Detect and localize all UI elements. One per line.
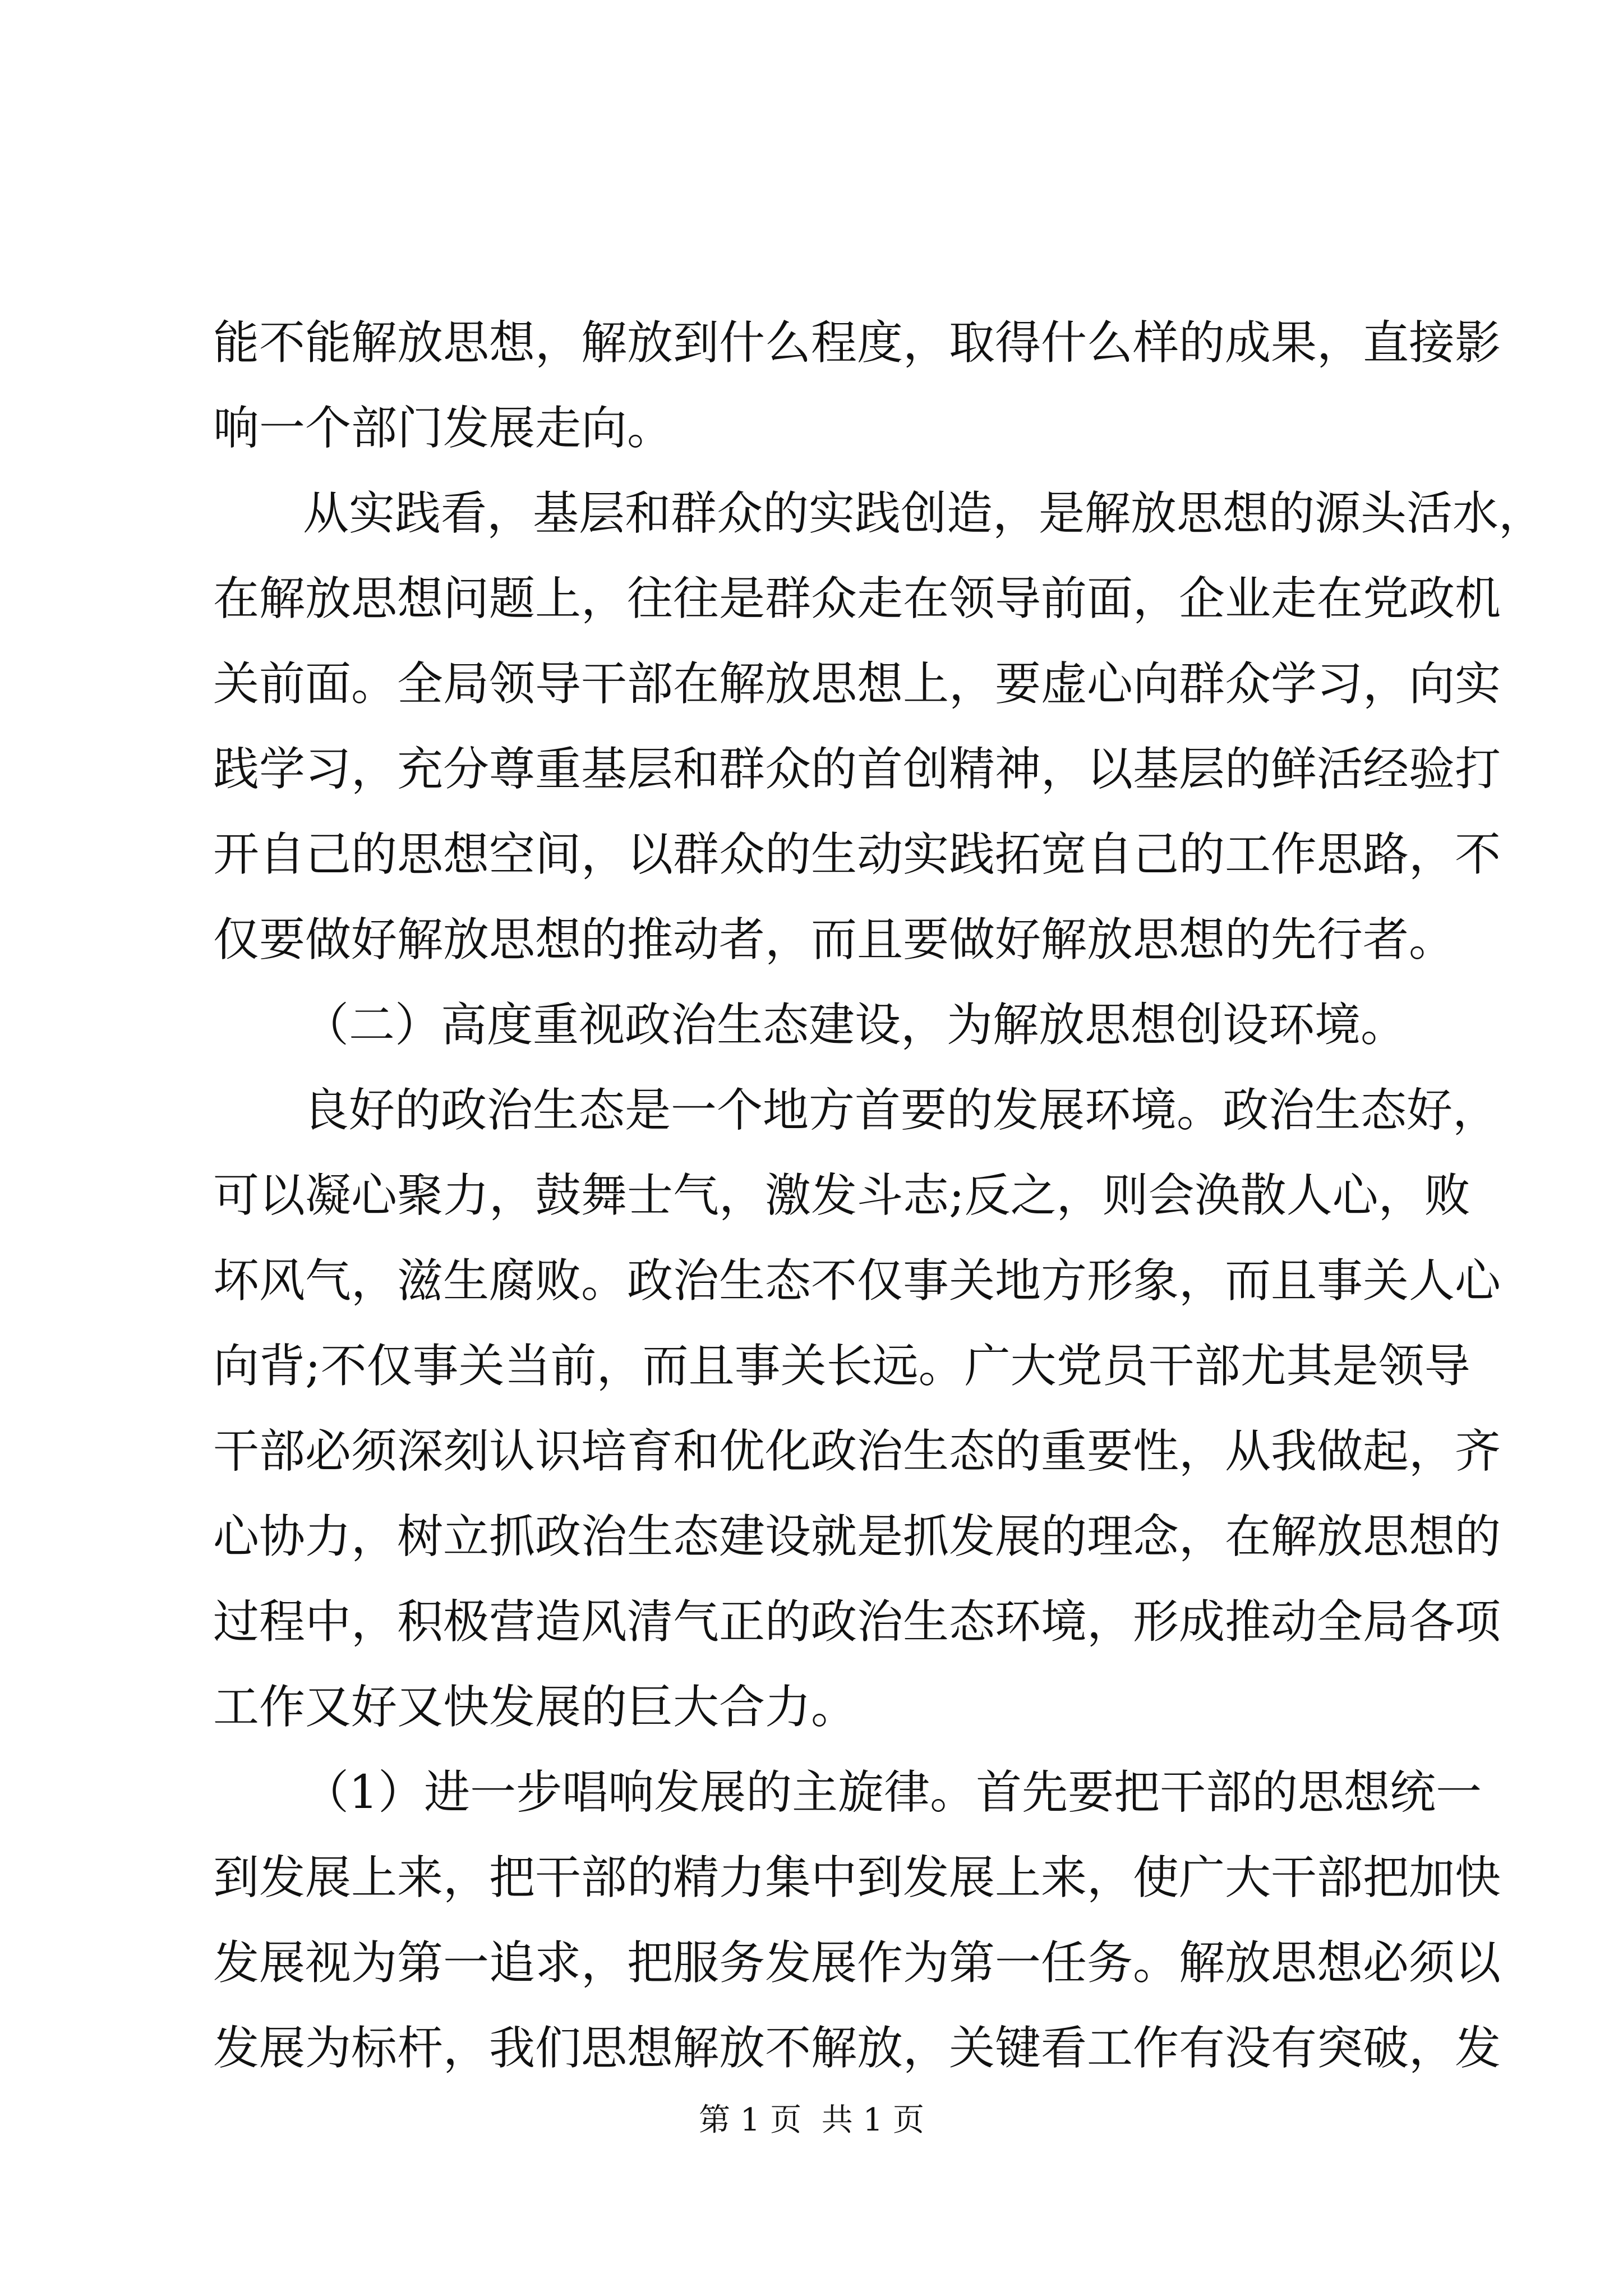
text-line-14: 干部必须深刻认识培育和优化政治生态的重要性，从我做起，齐: [213, 1425, 1501, 1478]
document-body: [213, 301, 1545, 2091]
text-line-4: 在解放思想问题上，往往是群众走在领导前面，企业走在党政机: [213, 572, 1501, 625]
text-line-11: 可以凝心聚力，鼓舞士气，激发斗志;反之，则会涣散人心，败: [213, 1169, 1470, 1222]
text-line-17: 工作又好又快发展的巨大合力。: [213, 1681, 857, 1734]
text-line-18: （1）进一步唱响发展的主旋律。首先要把干部的思想统一: [303, 1766, 1482, 1819]
text-line-13: 向背;不仅事关当前，而且事关长远。广大党员干部尤其是领导: [213, 1340, 1470, 1393]
text-line-1: 能不能解放思想，解放到什么程度，取得什么样的成果，直接影: [213, 316, 1501, 370]
section-heading: （二）高度重视政治生态建设，为解放思想创设环境。: [303, 999, 1407, 1052]
text-line-19: 到发展上来，把干部的精力集中到发展上来，使广大干部把加快: [213, 1851, 1501, 1904]
text-line-8: 仅要做好解放思想的推动者，而且要做好解放思想的先行者。: [213, 913, 1455, 967]
text-line-7: 开自己的思想空间，以群众的生动实践拓宽自己的工作思路，不: [213, 828, 1501, 881]
text-line-15: 心协力，树立抓政治生态建设就是抓发展的理念，在解放思想的: [213, 1510, 1501, 1563]
text-line-12: 坏风气，滋生腐败。政治生态不仅事关地方形象，而且事关人心: [213, 1254, 1501, 1308]
text-line-10: 良好的政治生态是一个地方首要的发展环境。政治生态好，: [303, 1084, 1499, 1137]
text-line-2: 响一个部门发展走向。: [213, 402, 674, 455]
text-line-21: 发展为标杆，我们思想解放不解放，关键看工作有没有突破，发: [213, 2022, 1501, 2075]
text-line-6: 践学习，充分尊重基层和群众的首创精神，以基层的鲜活经验打: [213, 743, 1501, 796]
page-number-footer: 第 1 页 共 1 页: [698, 2102, 925, 2138]
text-line-16: 过程中，积极营造风清气正的政治生态环境，形成推动全局各项: [213, 1595, 1501, 1649]
text-line-5: 关前面。全局领导干部在解放思想上，要虚心向群众学习，向实: [213, 657, 1501, 711]
text-line-20: 发展视为第一追求，把服务发展作为第一任务。解放思想必须以: [213, 1936, 1501, 1990]
text-line-3: 从实践看，基层和群众的实践创造，是解放思想的源头活水，: [303, 487, 1545, 540]
